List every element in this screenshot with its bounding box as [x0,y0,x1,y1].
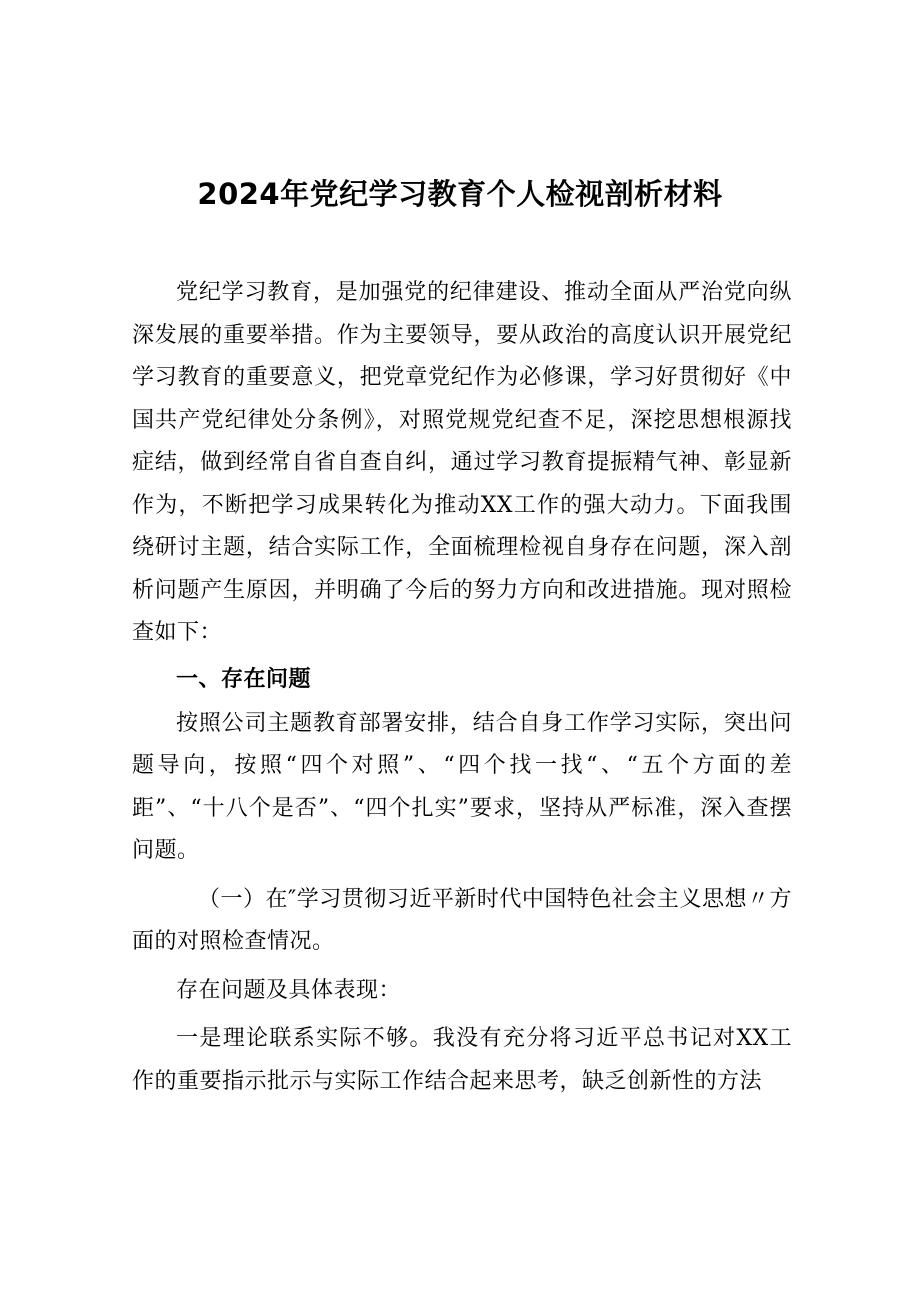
subsection-paragraph: （一）在″学习贯彻习近平新时代中国特色社会主义思想〃方面的对照检查情况。 [132,886,792,954]
document-body [132,272,792,1103]
problem-one-paragraph: 一是理论联系实际不够。我没有充分将习近平总书记对XX工作的重要指示批示与实际工作结合起来思考，缺乏创新性的方法 [132,1026,792,1094]
section-body-paragraph: 按照公司主题教育部署安排，结合自身工作学习实际，突出问题导向，按照“四个对照”、“四个找一找“、“五个方面的差距”、“十八个是否”、“四个扎实”要求，坚持从严标准，深入查摆问题。 [132,710,792,863]
problems-label: 存在问题及具体表现： [176,977,402,1003]
section-heading: 一、存在问题 [176,666,312,692]
document-title: 2024年党纪学习教育个人检视剖析材料 [197,177,723,211]
intro-paragraph: 党纪学习教育，是加强党的纪律建设、推动全面从严治党向纵深发展的重要举措。作为主要领导，要从政治的高度认识开展党纪学习教育的重要意义，把党章党纪作为必修课，学习好贯彻好《中国共产党纪律处分条例》，对照党规党纪查不足，深挖思想根源找症结，做到经常自省自查自纠，通过学习教育提振精气神、彰显新作为，不断把学习成果转化为推动XX工作的强大动力。下面我围绕研讨主题，结合实际工作，全面梳理检视自身存在问题，深入剖析问题产生原因，并明确了今后的努力方向和改进措施。现对照检查如下： [132,280,792,645]
